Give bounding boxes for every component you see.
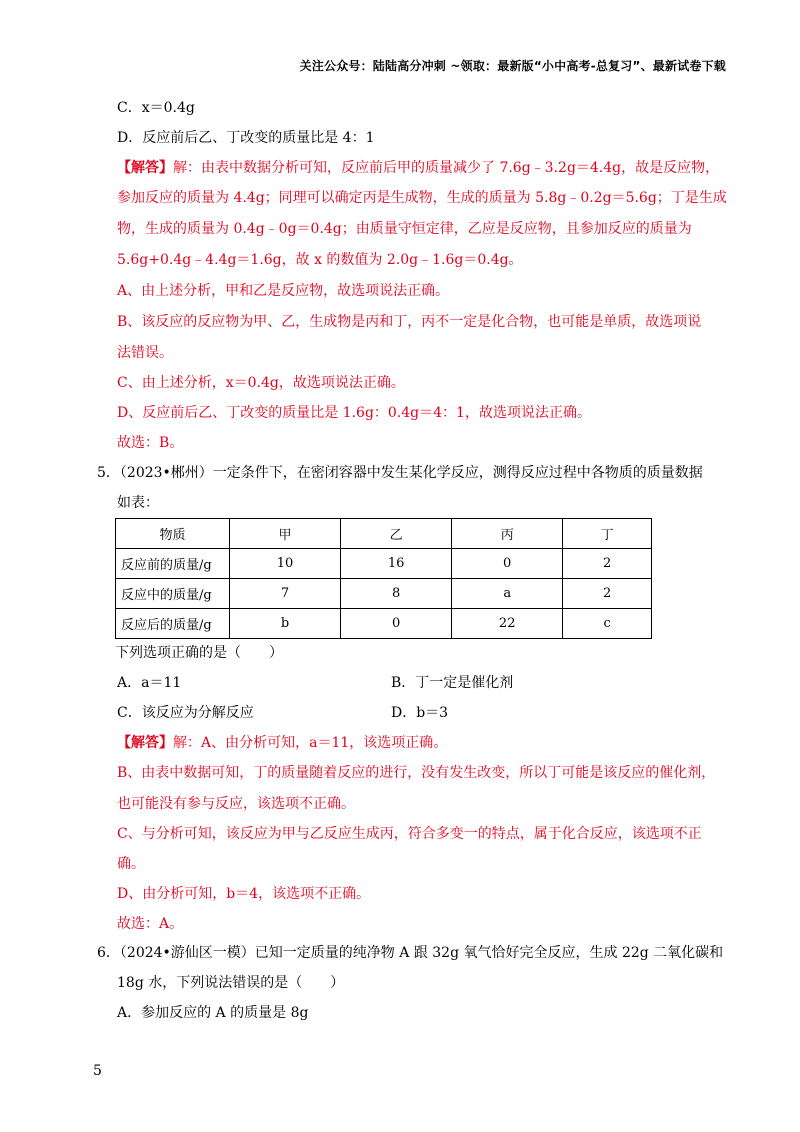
table-cell: b <box>230 609 341 639</box>
table-header-cell: 物质 <box>116 519 230 549</box>
question-5-stem: 5．（2023•郴州）一定条件下，在密闭容器中发生某化学反应，测得反应过程中各物质的质量数据 <box>97 465 703 481</box>
option-b: B．丁一定是催化剂 <box>391 675 514 691</box>
option-c: C．x＝0.4g <box>117 100 195 116</box>
table-cell: 16 <box>341 549 452 579</box>
option-d: D．反应前后乙、丁改变的质量比是 4：1 <box>117 130 375 146</box>
table-cell: 0 <box>341 609 452 639</box>
answer-line-3: 物，生成的质量为 0.4g﹣0g＝0.4g；由质量守恒定律，乙应是反应物，且参加反应的质量为 <box>117 221 692 237</box>
answer-tag: 【解答】 <box>117 735 173 751</box>
option-d: D．b＝3 <box>391 705 449 721</box>
table-header-cell: 甲 <box>230 519 341 549</box>
table-header-cell: 丁 <box>563 519 652 549</box>
page-number: 5 <box>93 1063 102 1079</box>
table-cell: 2 <box>563 549 652 579</box>
question-6-stem: 6．（2024•游仙区一模）已知一定质量的纯净物 A 跟 32g 氧气恰好完全反应，生成 22g 二氧化碳和 <box>97 945 724 961</box>
question-5-prompt: 下列选项正确的是（ ） <box>115 645 283 661</box>
answer-line-4: 5.6g+0.4g﹣4.4g＝1.6g，故 x 的数值为 2.0g﹣1.6g＝0.4g。 <box>117 252 523 268</box>
q5-answer-line-3: 也可能没有参与反应，该选项不正确。 <box>117 796 355 812</box>
q5-answer-line-5: 确。 <box>117 856 145 872</box>
table-row <box>116 579 652 609</box>
answer-line-7: 法错误。 <box>117 345 173 361</box>
table-cell: 反应前的质量/g <box>116 549 230 579</box>
question-6-option-a: A．参加反应的 A 的质量是 8g <box>117 1005 309 1021</box>
table-header-cell: 乙 <box>341 519 452 549</box>
table-cell: 8 <box>341 579 452 609</box>
answer-line-6: B、该反应的反应物为甲、乙，生成物是丙和丁，丙不一定是化合物，也可能是单质，故选项说 <box>117 314 702 330</box>
q5-answer-line-6: D、由分析可知，b＝4，该选项不正确。 <box>117 886 371 902</box>
table-cell: 0 <box>452 549 563 579</box>
option-a: A．a＝11 <box>117 675 182 691</box>
answer-line-10: 故选：B。 <box>117 435 184 451</box>
table-cell: 反应中的质量/g <box>116 579 230 609</box>
table-row <box>116 549 652 579</box>
answer-line-5: A、由上述分析，甲和乙是反应物，故选项说法正确。 <box>117 283 450 299</box>
table-cell: 2 <box>563 579 652 609</box>
page-header: 关注公众号：陆陆高分冲刺 ~领取：最新版“小中高考-总复习”、最新试卷下载 <box>299 59 726 73</box>
table-cell: 7 <box>230 579 341 609</box>
answer-line-9: D、反应前后乙、丁改变的质量比是 1.6g：0.4g＝4：1，故选项说法正确。 <box>117 405 591 421</box>
table-cell: c <box>563 609 652 639</box>
table-cell: 反应后的质量/g <box>116 609 230 639</box>
table-cell: 22 <box>452 609 563 639</box>
table-header-row <box>116 519 652 549</box>
answer-line-1: 【解答】解：由表中数据分析可知，反应前后甲的质量减少了 7.6g﹣3.2g＝4.4g，故是反应物， <box>117 160 720 176</box>
question-5-stem-line-2: 如表： <box>117 495 159 511</box>
q5-answer-line-4: C、与分析可知，该反应为甲与乙反应生成丙，符合多变一的特点，属于化合反应，该选项不正 <box>117 826 702 842</box>
answer-line-8: C、由上述分析，x＝0.4g，故选项说法正确。 <box>117 375 405 391</box>
option-c: C．该反应为分解反应 <box>117 705 254 721</box>
table-row <box>116 609 652 639</box>
table-header-cell: 丙 <box>452 519 563 549</box>
mass-data-table <box>115 518 652 639</box>
table-cell: 10 <box>230 549 341 579</box>
q5-answer-line-2: B、由表中数据可知，丁的质量随着反应的进行，没有发生改变，所以丁可能是该反应的催化剂， <box>117 765 716 781</box>
question-6-stem-line-2: 18g 水，下列说法错误的是（ ） <box>117 975 345 991</box>
answer-tag: 【解答】 <box>117 160 173 176</box>
q5-answer-line-7: 故选：A。 <box>117 916 184 932</box>
q5-answer-line-1: 【解答】解：A、由分析可知，a＝11，该选项正确。 <box>117 735 448 751</box>
table-cell: a <box>452 579 563 609</box>
answer-line-2: 参加反应的质量为 4.4g；同理可以确定丙是生成物，生成的质量为 5.8g﹣0.2g＝5.6g；丁是生成 <box>117 190 727 206</box>
